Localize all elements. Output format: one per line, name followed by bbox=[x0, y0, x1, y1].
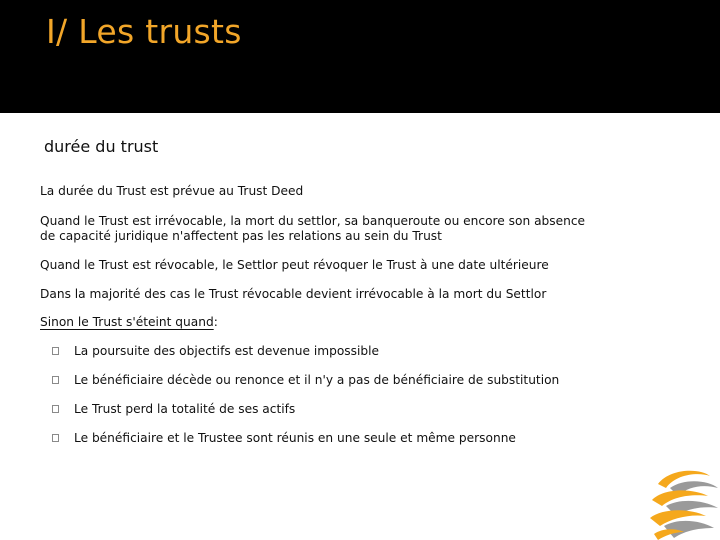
termination-intro-underlined: Sinon le Trust s'éteint quand bbox=[40, 315, 214, 329]
checkbox-square-icon bbox=[52, 434, 59, 442]
bullet-text: La poursuite des objectifs est devenue impossible bbox=[74, 344, 380, 358]
checkbox-square-icon bbox=[52, 405, 59, 413]
paragraph-termination-intro bbox=[40, 315, 600, 330]
paragraph-duration: La durée du Trust est prévue au Trust Deed bbox=[40, 184, 304, 198]
bullet-text: Le Trust perd la totalité de ses actifs bbox=[74, 402, 296, 416]
paragraph-revocable: Quand le Trust est révocable, le Settlor peut révoquer le Trust à une date ultérieure bbox=[40, 258, 549, 272]
slide-title: I/ Les trusts bbox=[46, 12, 242, 51]
bullet-text: Le bénéficiaire décède ou renonce et il n'y a pas de bénéficiaire de substitution bbox=[74, 373, 560, 387]
bullet-text: Le bénéficiaire et le Trustee sont réunis en une seule et même personne bbox=[74, 431, 516, 445]
slide-subtitle: durée du trust bbox=[44, 137, 159, 156]
title-bar bbox=[0, 0, 720, 113]
swirl-logo-icon bbox=[648, 466, 720, 540]
checkbox-square-icon bbox=[52, 376, 59, 384]
termination-intro-colon: : bbox=[213, 315, 218, 329]
paragraph-majority: Dans la majorité des cas le Trust révocable devient irrévocable à la mort du Settlor bbox=[40, 287, 547, 301]
checkbox-square-icon bbox=[52, 347, 59, 355]
paragraph-irrevocable: Quand le Trust est irrévocable, la mort du settlor, sa banqueroute ou encore son absence de capacité juridique n'affectent pas les relations au sein du Trust bbox=[40, 214, 586, 243]
